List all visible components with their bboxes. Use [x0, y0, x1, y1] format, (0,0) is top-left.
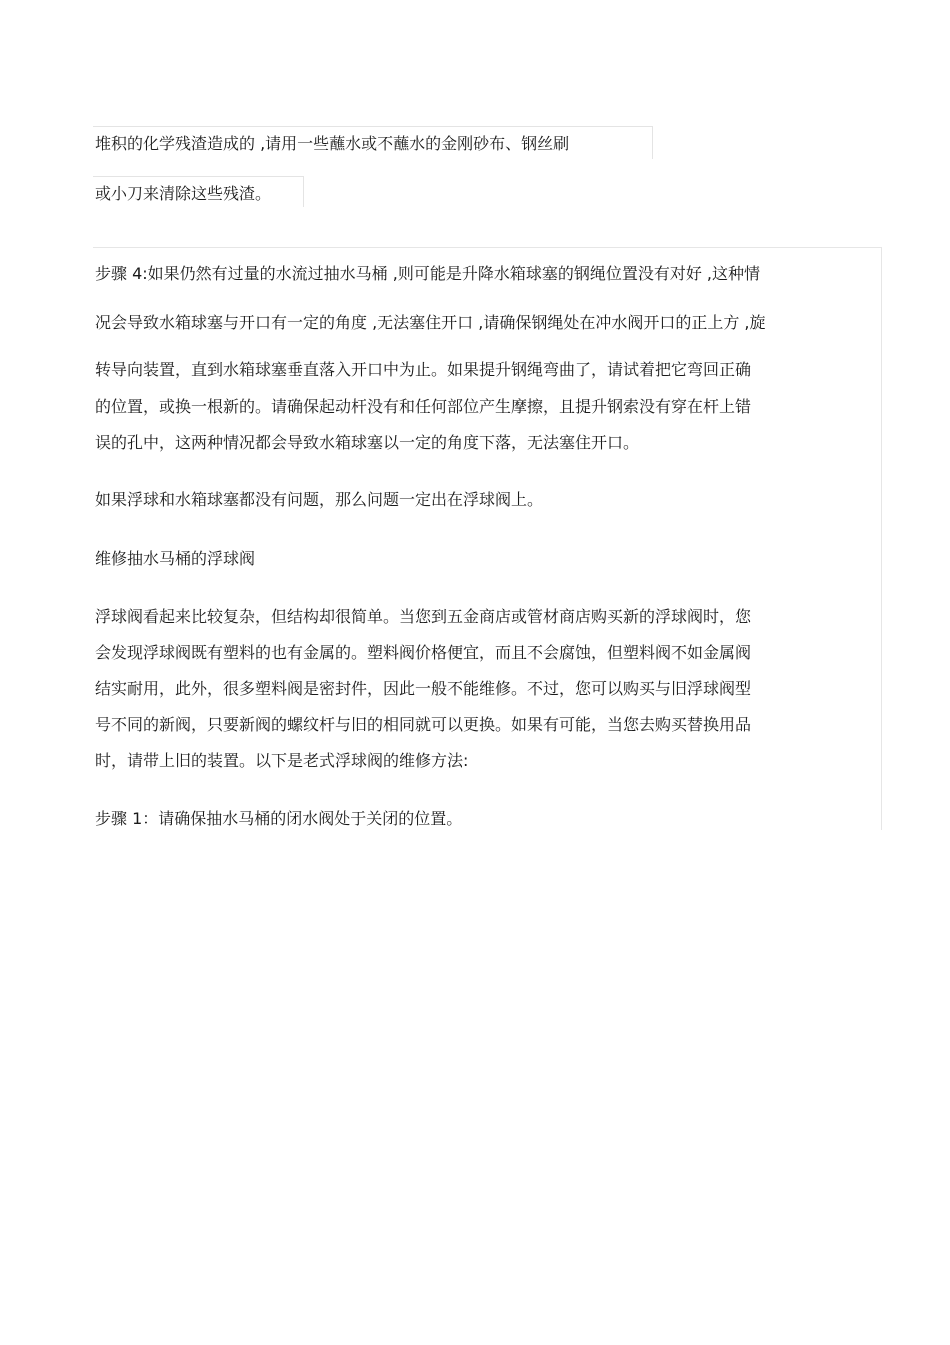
valve-line-2: 会发现浮球阀既有塑料的也有金属的。塑料阀价格便宜，而且不会腐蚀，但塑料阀不如金属阀	[95, 643, 752, 662]
step4-line-2: 况会导致水箱球塞与开口有一定的角度 ,无法塞住开口 ,请确保钢绳处在冲水阀开口的正上方 ,旋	[95, 313, 766, 332]
step1-line: 步骤 1：请确保抽水马桶的闭水阀处于关闭的位置。	[95, 809, 463, 828]
valve-line-5: 时，请带上旧的装置。以下是老式浮球阀的维修方法:	[95, 751, 469, 770]
step4-line-4: 的位置，或换一根新的。请确保起动杆没有和任何部位产生摩擦，且提升钢索没有穿在杆上错	[95, 397, 752, 416]
valve-line-1: 浮球阀看起来比较复杂，但结构却很简单。当您到五金商店或管材商店购买新的浮球阀时，您	[95, 607, 752, 626]
valve-line-4: 号不同的新阀，只要新阀的螺纹杆与旧的相同就可以更换。如果有可能，当您去购买替换用品	[95, 715, 752, 734]
float-note: 如果浮球和水箱球塞都没有问题，那么问题一定出在浮球阀上。	[95, 490, 544, 509]
content-frame	[93, 247, 882, 830]
step4-line-3: 转导向装置，直到水箱球塞垂直落入开口中为止。如果提升钢绳弯曲了，请试着把它弯回正确	[95, 360, 752, 379]
step4-line-1: 步骤 4:如果仍然有过量的水流过抽水马桶 ,则可能是升降水箱球塞的钢绳位置没有对好 ,这种情	[95, 264, 761, 283]
intro-line-2: 或小刀来清除这些残渣。	[95, 184, 272, 203]
section-title: 维修抽水马桶的浮球阀	[95, 549, 256, 568]
valve-line-3: 结实耐用，此外，很多塑料阀是密封件，因此一般不能维修。不过，您可以购买与旧浮球阀型	[95, 679, 752, 698]
step4-line-5: 误的孔中，这两种情况都会导致水箱球塞以一定的角度下落，无法塞住开口。	[95, 433, 640, 452]
intro-line-1: 堆积的化学残渣造成的 ,请用一些蘸水或不蘸水的金刚砂布、钢丝刷	[95, 134, 570, 153]
